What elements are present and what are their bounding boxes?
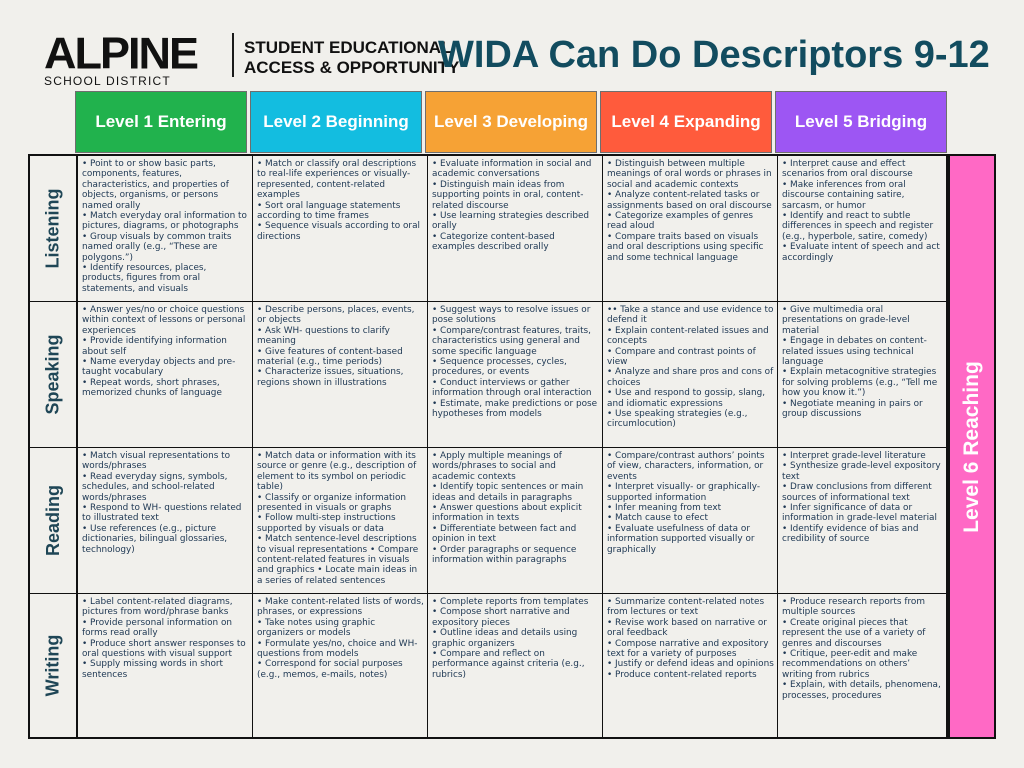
level-header-2: Level 2 Beginning bbox=[250, 91, 422, 153]
level-6-reaching-column bbox=[948, 154, 996, 739]
cell-reading-level-3: • Apply multiple meanings of words/phrases to social and academic contexts • Identify topic sentences or main ideas and details in paragraphs • Answer questions about explicit information in texts • Differentiate between fact and opinion in text • Order paragraphs or sequence information within paragraphs bbox=[428, 448, 603, 594]
row-label-speaking bbox=[30, 302, 78, 448]
cell-writing-level-5: • Produce research reports from multiple sources • Create original pieces that represent the use of a variety of genres and discourses • Critique, peer-edit and make recommendations on others’ writing from rubrics • Explain, with details, phenomena, processes, procedures bbox=[782, 597, 941, 701]
cell-writing-level-4: • Summarize content-related notes from lectures or text • Revise work based on narrative or oral feedback • Compose narrative and expository text for a variety of purposes • Justify or defend ideas and opinions • Produce content-related reports bbox=[603, 594, 778, 737]
cell-speaking-level-4: •• Take a stance and use evidence to defend it • Explain content-related issues and concepts • Compare and contrast points of view • Analyze and share pros and cons of choices • Use and respond to gossip, slang, and idiomatic expressions • Use speaking strategies (e.g., circumlocution) bbox=[603, 302, 778, 448]
domain-label: Speaking bbox=[42, 334, 63, 415]
level-header-3: Level 3 Developing bbox=[425, 91, 597, 153]
row-label-reading bbox=[30, 448, 78, 594]
cell-listening-level-1: • Point to or show basic parts, components, features, characteristics, and properties of objects, organisms, or persons named orally • Match everyday oral information to pictures, diagrams, or photographs • Group visuals by common traits named orally (e.g., “These are polygons.”) • Identify resources, places, products, figures from oral statements, and visuals bbox=[78, 156, 253, 302]
logo-wordmark: ALPINE bbox=[44, 28, 198, 79]
cell-listening-level-3: • Evaluate information in social and academic conversations • Distinguish main ideas from supporting points in oral, content-related discourse • Use learning strategies described orally • Categorize content-based examples described orally bbox=[428, 156, 603, 302]
cell-reading-level-4: • Compare/contrast authors’ points of view, characters, information, or events • Interpret visually- or graphically-supported information • Infer meaning from text • Match cause to efect • Evaluate usefulness of data or information supported visually or graphically bbox=[603, 448, 778, 594]
cell-reading-level-1: • Match visual representations to words/phrases • Read everyday signs, symbols, schedules, and school-related words/phrases • Respond to WH- questions related to illustrated text • Use references (e.g., picture dictionaries, bilingual glossaries, technology) bbox=[78, 448, 253, 594]
domain-label: Listening bbox=[42, 188, 63, 269]
descriptor-grid bbox=[28, 154, 948, 739]
program-tagline bbox=[244, 38, 459, 78]
cell-listening-level-4: • Distinguish between multiple meanings of oral words or phrases in social and academic contexts • Analyze content-related tasks or assignments based on oral discourse • Categorize examples of genres read aloud • Compare traits based on visuals and oral descriptions using specific and some technical language bbox=[603, 156, 778, 302]
cell-listening-level-5: • Interpret cause and effect scenarios from oral discourse • Make inferences from oral discourse containing satire, sarcasm, or humor • Identify and react to subtle differences in speech and register (e.g., hyperbole, satire, comedy) • Evaluate intent of speech and act accordingly bbox=[778, 156, 946, 302]
level-header-row bbox=[75, 91, 948, 154]
cell-speaking-level-2: • Describe persons, places, events, or objects • Ask WH- questions to clarify meaning • Give features of content-based material (e.g., time periods) • Characterize issues, situations, regions shown in illustrations bbox=[253, 302, 428, 448]
cell-reading-level-2: • Match data or information with its source or genre (e.g., description of element to its symbol on periodic table) • Classify or organize information presented in visuals or graphs • Follow multi-step instructions supported by visuals or data • Match sentence-level descriptions to visual representations • Compare content-related features in visuals and graphics • Locate main ideas in a series of related sentences bbox=[253, 448, 428, 594]
cell-reading-level-5: • Interpret grade-level literature • Synthesize grade-level expository text • Draw conclusions from different sources of informational text • Infer significance of data or information in grade-level material • Identify evidence of bias and credibility of source bbox=[778, 448, 946, 594]
level-header-1: Level 1 Entering bbox=[75, 91, 247, 153]
header-divider bbox=[232, 33, 234, 77]
cell-speaking-level-5: • Give multimedia oral presentations on grade-level material • Engage in debates on content-related issues using technical language • Explain metacognitive strategies for solving problems (e.g., “Tell me how you know it.”) • Negotiate meaning in pairs or group discussions bbox=[778, 302, 946, 448]
page-title: WIDA Can Do Descriptors 9-12 bbox=[438, 34, 990, 76]
tagline-line-1: STUDENT EDUCATIONAL bbox=[244, 38, 452, 57]
tagline-line-2: ACCESS & OPPORTUNITY bbox=[244, 58, 460, 77]
domain-label: Writing bbox=[42, 634, 63, 697]
cell-writing-level-3: • Complete reports from templates • Compose short narrative and expository pieces • Outline ideas and details using graphic organizers • Compare and reflect on performance against criteria (e.g., rubrics) bbox=[428, 594, 603, 737]
cell-speaking-level-3: • Suggest ways to resolve issues or pose solutions • Compare/contrast features, traits, characteristics using general and some specific language • Sequence processes, cycles, procedures, or events • Conduct interviews or gather information through oral interaction • Estimate, make predictions or pose hypotheses from models bbox=[428, 302, 603, 448]
cell-writing-level-2: • Make content-related lists of words, phrases, or expressions • Take notes using graphic organizers or models • Formulate yes/no, choice and WH-questions from models • Correspond for social purposes (e.g., memos, e-mails, notes) bbox=[253, 594, 428, 737]
domain-label: Reading bbox=[42, 484, 63, 557]
district-logo bbox=[44, 28, 224, 88]
cell-writing-level-1: • Label content-related diagrams, pictures from word/phrase banks • Provide personal information on forms read orally • Produce short answer responses to oral questions with visual support • Supply missing words in short sentences bbox=[78, 594, 253, 737]
level-header-5: Level 5 Bridging bbox=[775, 91, 947, 153]
logo-subtitle: SCHOOL DISTRICT bbox=[44, 74, 171, 88]
cell-listening-level-2: • Match or classify oral descriptions to real-life experiences or visually-represented, content-related examples • Sort oral language statements according to time frames • Sequence visuals according to oral directions bbox=[253, 156, 428, 302]
cell-speaking-level-1: • Answer yes/no or choice questions within context of lessons or personal experiences • Provide identifying information about self • Name everyday objects and pre-taught vocabulary • Repeat words, short phrases, memorized chunks of language bbox=[78, 302, 253, 448]
reaching-label: Level 6 Reaching bbox=[960, 360, 984, 533]
row-label-writing bbox=[30, 594, 78, 737]
level-header-4: Level 4 Expanding bbox=[600, 91, 772, 153]
row-label-listening bbox=[30, 156, 78, 302]
